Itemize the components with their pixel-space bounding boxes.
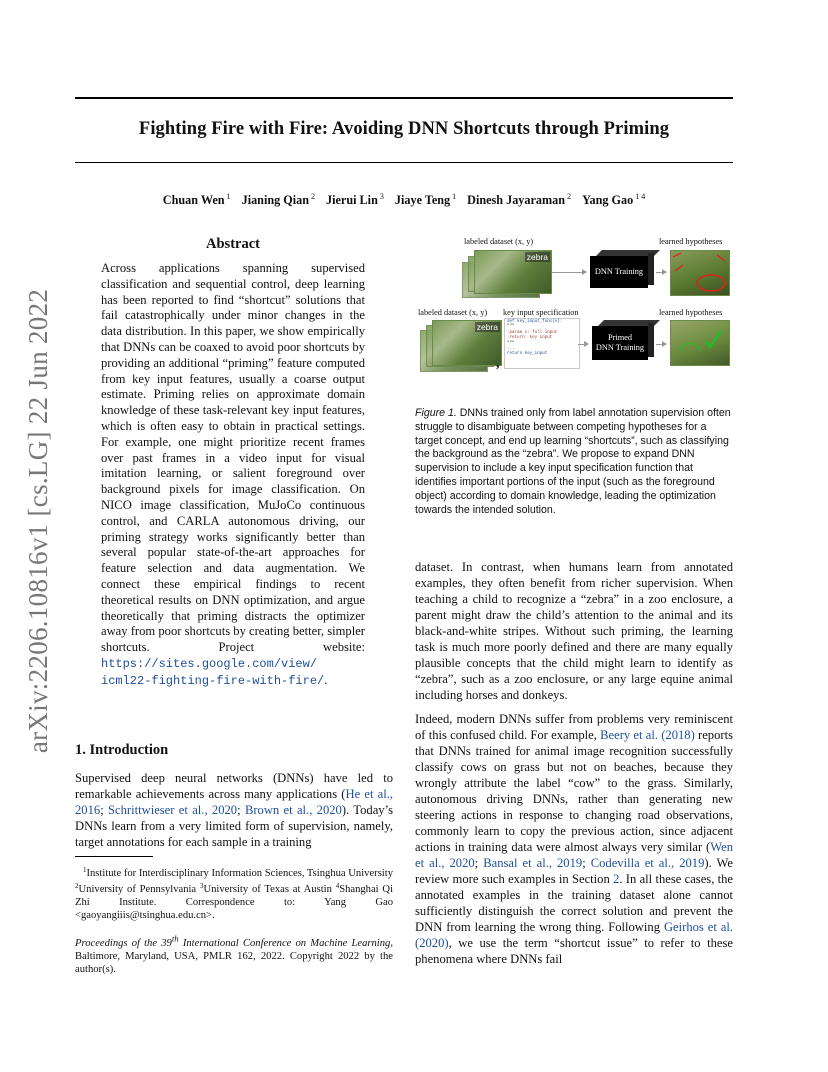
learned-hypothesis-wrong-image	[670, 250, 730, 296]
citation-link[interactable]: Beery et al. (2018)	[600, 728, 695, 742]
comma: ,	[496, 356, 500, 371]
code-line: return key_input	[507, 352, 548, 357]
arrow	[578, 344, 588, 345]
arrow	[656, 344, 666, 345]
caption-label: Figure 1.	[415, 407, 457, 419]
arrow	[552, 272, 586, 273]
primed-label: Primed	[608, 333, 632, 342]
fig-label-hypotheses-bottom: learned hypotheses	[659, 308, 723, 317]
right-column-paragraph-1: dataset. In contrast, when humans learn from annotated examples, they often benefit from richer supervision. When teaching a child to recognize a “zebra” in a zoo enclosure, a parent might draw the child’s attention to the animal and its black-and-white stripes. Without such priming, the learning task is much more poorly defined and there are many equally plausible concepts that the child might learn to identify as “zebra”, such as a zoo enclosure, or any large equine animal including horses and donkeys.	[415, 560, 733, 702]
green-check-icon	[671, 321, 729, 365]
primed-dnn-training-block	[592, 326, 648, 360]
author-list	[75, 192, 733, 208]
top-rule	[75, 97, 733, 99]
affiliations-footnote: $^1$Institute for Interdisciplinary Information Sciences, Tsinghua University $^2$University of Pennsylvania $^3$University of Texas at Austin $^4$Shanghai Qi Zhi Institute. Correspondence to: Yang Gao <gaoyangiiis@tsinghua.edu.cn>.	[75, 866, 394, 921]
abstract-heading: Abstract	[206, 236, 260, 252]
citation-link[interactable]: He et al., 2016	[75, 787, 393, 817]
fig-label-dataset-bottom: labeled dataset (x, y)	[418, 308, 488, 317]
code-line: """	[507, 325, 515, 330]
footnote-rule	[75, 856, 153, 857]
author: Dinesh Jayaraman $^2$	[467, 192, 572, 207]
fig-label-hypotheses-top: learned hypotheses	[659, 237, 723, 246]
section-heading-introduction: 1. Introduction	[75, 742, 169, 758]
dnn-training-block: DNN Training	[590, 256, 648, 288]
figure-1	[418, 232, 733, 378]
proceedings-note: Proceedings of the 39th International Conference on Machine Learning, Baltimore, Maryland, USA, PMLR 162, 2022. Copyright 2022 by the author(s).	[75, 933, 393, 975]
red-highlight-icon	[671, 251, 729, 295]
author: Jiaye Teng $^1$	[394, 192, 457, 207]
learned-hypothesis-correct-image	[670, 320, 730, 366]
key-input-code-block	[504, 318, 580, 369]
dataset-image-zebra	[474, 250, 552, 294]
author: Jierui Lin $^3$	[326, 192, 384, 207]
code-line: def key_input_func(x):	[507, 320, 563, 324]
arrow	[656, 272, 666, 273]
citation-link[interactable]: Wen et al., 2020	[415, 840, 733, 870]
citation-link[interactable]: Codevilla et al., 2019	[590, 856, 705, 870]
project-website-link[interactable]: https://sites.google.com/view/ icml22-fighting-fire-with-fire/	[101, 656, 325, 688]
intro-paragraph: Supervised deep neural networks (DNNs) have led to remarkable achievements across many applications (He et al., 2016; Schrittwieser et al., 2020; Brown et al., 2020). Today’s DNNs learn from a very limited form of supervision, namely, target annotations for each sample in a training	[75, 771, 393, 849]
figure-1-caption	[415, 407, 733, 517]
code-line: :return: key input	[507, 336, 553, 341]
author: Yang Gao $^{1 4}$	[582, 192, 646, 207]
citation-link[interactable]: Geirhos et al. (2020)	[415, 920, 733, 950]
title-bottom-rule	[75, 162, 733, 163]
fig-label-dataset-top: labeled dataset (x, y)	[464, 237, 534, 246]
caption-text: DNNs trained only from label annotation supervision often struggle to disambiguate between competing hypotheses for a target concept, and end up learning “shortcuts”, such as classifying the background as the “zebra”. We propose to expand DNN supervision to include a key input specification function that identifies important portions of the input (such as the foreground object) according to domain knowledge, leading the optimization towards the intended solution.	[415, 407, 731, 516]
code-line: """	[507, 341, 515, 346]
citation-link[interactable]: Schrittwieser et al., 2020	[108, 803, 238, 817]
author: Chuan Wen $^1$	[162, 192, 231, 207]
zebra-label: zebra	[476, 322, 498, 332]
right-column-paragraph-2: Indeed, modern DNNs suffer from problems very reminiscent of this confused child. For example, Beery et al. (2018) reports that DNNs trained for animal image recognition successfully classify cows on grass but not on beaches, because they wrongly attribute the label “cow” to the grass. Similarly, autonomous driving DNNs, rather than generating new steering actions in response to changing road observations, commonly learn to copy the previous action, since adjacent actions in training data were almost always very similar (Wen et al., 2020; Bansal et al., 2019; Codevilla et al., 2019). We review more such examples in Section 2. In all these cases, the annotated examples in the training dataset alone cannot sufficiently distinguish the correct solution and prevent the DNN from learning the wrong thing. Following Geirhos et al. (2020), we use the term “shortcut issue” to refer to these phenomena where DNNs fail	[415, 712, 734, 966]
fig-label-key-input: key input specification	[503, 308, 579, 317]
paper-title: Fighting Fire with Fire: Avoiding DNN Shortcuts through Priming	[138, 119, 670, 139]
zebra-label: zebra	[526, 252, 548, 262]
section-link[interactable]: 2	[613, 872, 620, 886]
dataset-image-zebra	[432, 320, 502, 366]
author: Jianing Qian $^2$	[241, 192, 315, 207]
arxiv-side-stamp: arXiv:2206.10816v1 [cs.LG] 22 Jun 2022	[22, 288, 53, 754]
citation-link[interactable]: Bansal et al., 2019	[483, 856, 583, 870]
citation-link[interactable]: Brown et al., 2020	[244, 803, 342, 817]
code-line: :param x: full input	[507, 330, 558, 335]
abstract-body: Across applications spanning supervised classification and sequential control, deep learning has been reported to find “shortcut” solutions that fail catastrophically under minor changes in the data distribution. In this paper, we show empirically that DNNs can be coaxed to avoid poor shortcuts by providing an additional “priming” feature computed from key input features, usually a coarse output estimate. Priming relies on approximate domain knowledge of these task-relevant key input features, which is often easy to obtain in practical settings. For example, one might prioritize recent frames over past frames in a video input for visual imitation learning, or salient foreground over background pixels for image classification. On NICO image classification, MuJoCo continuous control, and CARLA autonomous driving, our priming strategy works significantly better than several popular state-of-the-art approaches for feature selection and data augmentation. We connect these empirical findings to recent theoretical results on DNN optimization, and argue theoretically that priming distracts the optimizer away from poor shortcuts by creating better, simpler shortcuts. Project website: https://sites.google.com/view/ icml22-fighting-fire-with-fire/.	[101, 261, 365, 688]
dnn-training-label: DNN Training	[595, 343, 645, 352]
code-line: ...	[507, 347, 515, 352]
